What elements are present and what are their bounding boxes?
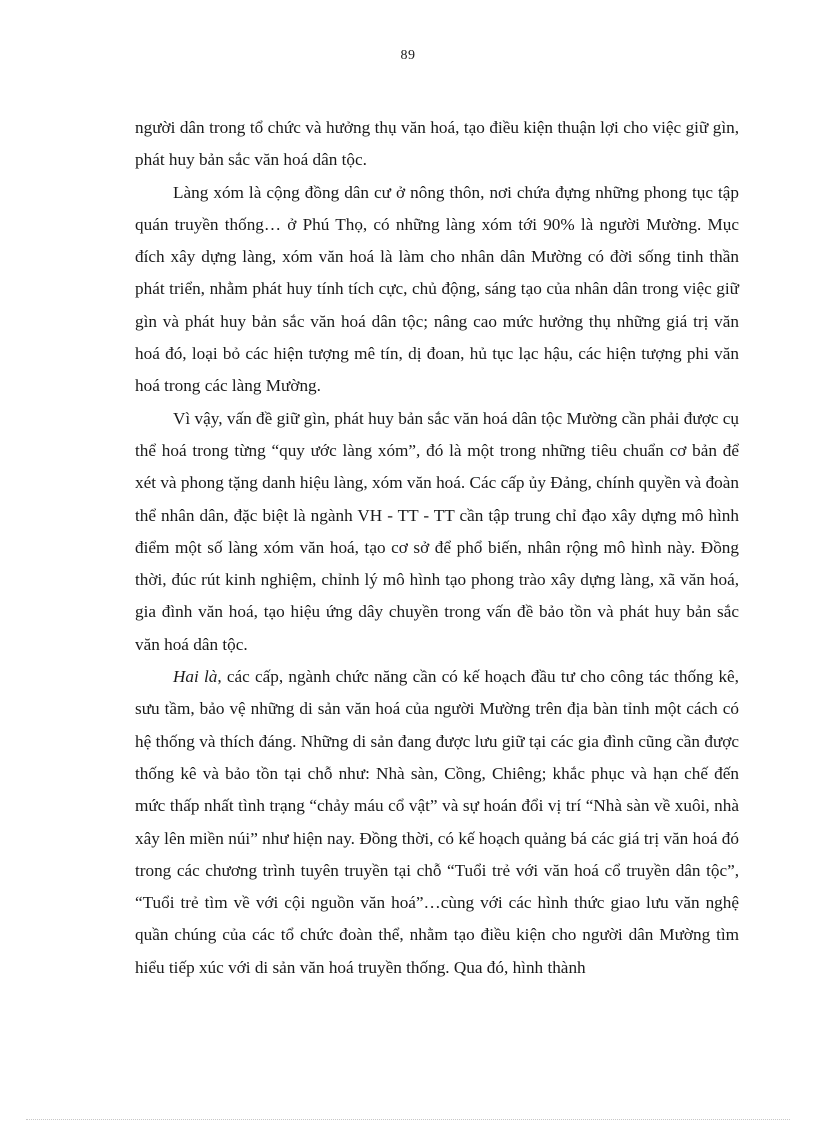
document-body bbox=[135, 112, 739, 984]
paragraph-lang-xom: Làng xóm là cộng đồng dân cư ở nông thôn, nơi chứa đựng những phong tục tập quán truyền thống… ở Phú Thọ, có những làng xóm tới 90% là người Mường. Mục đích xây dựng làng, xóm văn hoá là làm cho nhân dân Mường có đời sống tinh thần phát triển, nhằm phát huy tính tích cực, chủ động, sáng tạo của nhân dân trong việc giữ gìn và phát huy bản sắc văn hoá dân tộc; nâng cao mức hưởng thụ những giá trị văn hoá đó, loại bỏ các hiện tượng mê tín, dị đoan, hủ tục lạc hậu, các hiện tượng phi văn hoá trong các làng Mường. bbox=[135, 182, 739, 396]
paragraph-lead-italic: Hai là bbox=[173, 667, 218, 687]
page-bottom-divider bbox=[26, 1119, 790, 1120]
paragraph-vi-vay: Vì vậy, vấn đề giữ gìn, phát huy bản sắc văn hoá dân tộc Mường cần phải được cụ thể hoá trong từng “quy ước làng xóm”, đó là một trong những tiêu chuẩn cơ bản để xét và phong tặng danh hiệu làng, xóm văn hoá. Các cấp ủy Đảng, chính quyền và đoàn thể nhân dân, đặc biệt là ngành VH - TT - TT cần tập trung chỉ đạo xây dựng mô hình điểm một số làng xóm văn hoá, tạo cơ sở để phổ biến, nhân rộng mô hình này. Đồng thời, đúc rút kinh nghiệm, chỉnh lý mô hình tạo phong trào xây dựng làng, xã văn hoá, gia đình văn hoá, tạo hiệu ứng dây chuyền trong vấn đề bảo tồn và phát huy bản sắc văn hoá dân tộc. bbox=[135, 408, 739, 654]
paragraph-continuation: người dân trong tổ chức và hưởng thụ văn hoá, tạo điều kiện thuận lợi cho việc giữ gìn, phát huy bản sắc văn hoá dân tộc. bbox=[135, 118, 739, 170]
page-number: 89 bbox=[400, 48, 416, 63]
paragraph-hai-la-text: , các cấp, ngành chức năng cần có kế hoạch đầu tư cho công tác thống kê, sưu tầm, bảo vệ những di sản văn hoá của người Mường trên địa bàn tỉnh một cách có hệ thống và thích đáng. Những di sản đang được lưu giữ tại các gia đình cũng cần được thống kê và bảo tồn tại chỗ như: Nhà sàn, Cồng, Chiêng; khắc phục và hạn chế đến mức thấp nhất tình trạng “chảy máu cổ vật” và sự hoán đổi vị trí “Nhà sàn về xuôi, nhà xây lên miền núi” như hiện nay. Đồng thời, có kế hoạch quảng bá các giá trị văn hoá đó trong các chương trình tuyên truyền tại chỗ “Tuổi trẻ với văn hoá cổ truyền dân tộc”, “Tuổi trẻ tìm về với cội nguồn văn hoá”…cùng với các hình thức giao lưu văn nghệ quần chúng của các tổ chức đoàn thể, nhằm tạo điều kiện cho người dân Mường tìm hiểu tiếp xúc với di sản văn hoá truyền thống. Qua đó, hình thành bbox=[135, 667, 739, 977]
paragraph-hai-la bbox=[135, 661, 739, 984]
